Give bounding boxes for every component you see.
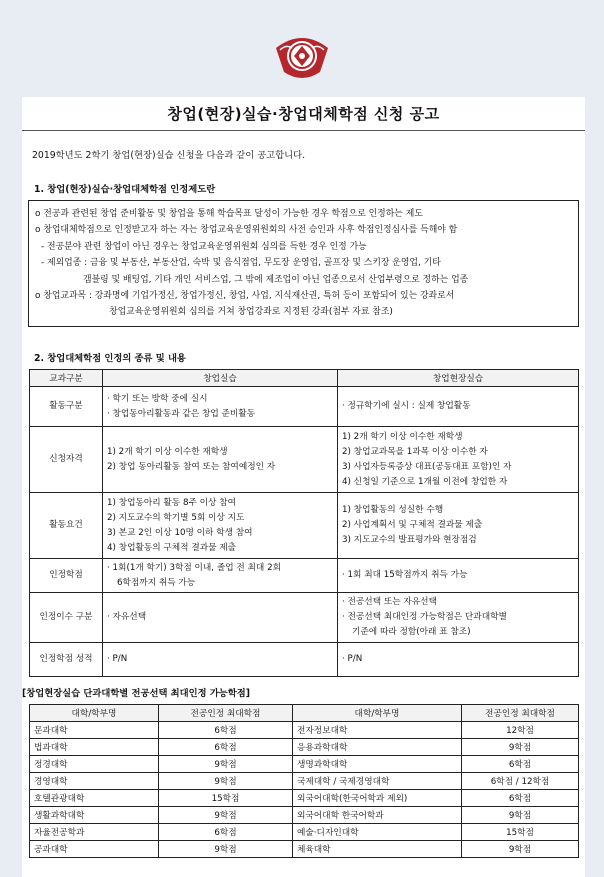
table-row (30, 824, 579, 841)
college-name: 호텔관광대학 (30, 790, 159, 807)
table-cell (103, 427, 338, 493)
title-divider (22, 130, 585, 131)
table-header-row (30, 705, 579, 722)
section1-heading: 1. 창업(현장)실습·창업대체학점 인정제도란 (34, 184, 216, 195)
table-row (30, 790, 579, 807)
intro-text: 2019학년도 2학기 창업(현장)실습 신청을 다음과 같이 공고합니다. (32, 150, 306, 161)
college-name: 경영대학 (30, 773, 159, 790)
table-row (30, 773, 579, 790)
cell-line: 1) 2개 학기 이상 이수한 재학생 (342, 431, 463, 442)
section3-heading: [창업현장실습 단과대학별 전공선택 최대인정 가능학점] (22, 688, 251, 699)
table-row (30, 559, 579, 593)
college-name: 법과대학 (30, 739, 159, 756)
table-row (30, 643, 579, 677)
table-row (30, 427, 579, 493)
credit-types-table (29, 369, 579, 677)
college-name: 체육대학 (293, 841, 462, 858)
table-cell (103, 559, 338, 593)
cell-line: · P/N (107, 654, 128, 664)
max-credits: 6학점 (159, 824, 293, 841)
table-row (30, 593, 579, 643)
cell-line: 기준에 따라 정함(아래 표 참조) (352, 627, 471, 637)
college-name: 전자정보대학 (293, 722, 462, 739)
cell-line: 6학점까지 취득 가능 (117, 577, 196, 588)
table-row (30, 756, 579, 773)
table-row (30, 841, 579, 858)
cell-line: 2) 창업 동아리활동 참여 또는 참여예정인 자 (107, 461, 276, 472)
row-label: 인정학점 (30, 559, 103, 593)
max-credits: 15학점 (159, 790, 293, 807)
cell-line: 2) 지도교수의 학기별 5회 이상 지도 (107, 512, 245, 523)
cell-line: 2) 창업교과목을 1과목 이상 이수한 자 (342, 446, 488, 457)
cell-line: · 1회 최대 15학점까지 취득 가능 (342, 570, 468, 580)
max-credits: 9학점 (462, 841, 579, 858)
college-name: 문과대학 (30, 722, 159, 739)
college-name: 외국어대학 한국어학과 (293, 807, 462, 824)
max-credits: 9학점 (159, 773, 293, 790)
cell-line: · 전공선택 최대인정 가능학점은 단과대학별 (342, 612, 507, 622)
row-label: 신청자격 (30, 427, 103, 493)
table-row (30, 387, 579, 427)
table-cell (338, 593, 579, 643)
table-header: 대학/학부명 (293, 705, 462, 722)
cell-line: 1) 2개 학기 이상 이수한 재학생 (107, 446, 228, 457)
cell-line: · 자유선택 (107, 612, 147, 622)
notice-document (22, 97, 585, 877)
max-credits: 6학점 (159, 739, 293, 756)
max-credits: 6학점 (462, 756, 579, 773)
table-row (30, 807, 579, 824)
cell-line: 4) 창업활동의 구체적 결과물 제출 (107, 542, 237, 553)
cell-line: 1) 창업활동의 성실한 수행 (342, 505, 444, 515)
max-credits: 15학점 (462, 824, 579, 841)
table-header: 대학/학부명 (30, 705, 159, 722)
max-credits: 6학점 / 12학점 (462, 773, 579, 790)
table-cell (103, 493, 338, 559)
table-cell (103, 593, 338, 643)
cell-line: 3) 사업자등록증상 대표(공동대표 포함)인 자 (342, 461, 512, 472)
section1-line: - 전공분야 관련 창업이 아닌 경우는 창업교육운영위원회 심의를 득한 경우 인정 가능 (41, 241, 367, 252)
table-header: 창업실습 (103, 370, 338, 387)
max-credits: 12학점 (462, 722, 579, 739)
college-name: 생활과학대학 (30, 807, 159, 824)
cell-line: 1) 창업동아리 활동 8주 이상 참여 (107, 497, 236, 508)
table-cell (338, 559, 579, 593)
row-label: 활동구분 (30, 387, 103, 427)
college-name: 예술·디자인대학 (293, 824, 462, 841)
section1-line: o 전공과 관련된 창업 준비활동 및 창업을 통해 학습목표 달성이 가능한 경우 학점으로 인정하는 제도 (35, 209, 423, 219)
cell-line: · 정규학기에 실시 : 실제 창업활동 (342, 401, 471, 411)
max-credits: 9학점 (462, 739, 579, 756)
table-header: 교과구분 (30, 370, 103, 387)
section1-line: 창업교육운영위원회 심의를 거쳐 창업강좌로 지정된 강좌(첨부 자료 참조) (109, 307, 393, 318)
row-label: 인정이수 구분 (30, 593, 103, 643)
table-cell (103, 387, 338, 427)
table-row (30, 493, 579, 559)
table-header-row (30, 370, 579, 387)
college-name: 응용과학대학 (293, 739, 462, 756)
max-credits: 9학점 (159, 807, 293, 824)
cell-line: 4) 신청일 기준으로 1개월 이전에 창업한 자 (342, 476, 508, 487)
table-cell (338, 643, 579, 677)
row-label: 인정학점 성적 (30, 643, 103, 677)
section1-line: o 창업교과목 : 강좌명에 기업가정신, 창업가정신, 창업, 사업, 지식재산권, 특허 등이 포함되어 있는 강좌로서 (35, 291, 455, 302)
table-cell (338, 493, 579, 559)
table-row (30, 722, 579, 739)
college-name: 생명과학대학 (293, 756, 462, 773)
table-row (30, 739, 579, 756)
university-emblem-icon (272, 26, 332, 86)
section1-line: 갬블링 및 배팅업, 기타 개인 서비스업, 그 밖에 제조업이 아닌 업종으로서 산업부령으로 정하는 업종 (83, 274, 469, 285)
max-credits: 9학점 (159, 756, 293, 773)
cell-line: 3) 지도교수의 발표평가와 현장점검 (342, 535, 477, 545)
table-header: 전공인정 최대학점 (462, 705, 579, 722)
cell-line: 2) 사업계획서 및 구체적 결과물 제출 (342, 520, 483, 530)
cell-line: · 창업동아리활동과 같은 창업 준비활동 (107, 408, 256, 419)
max-credits: 6학점 (462, 790, 579, 807)
cell-line: · 학기 또는 방학 중에 실시 (107, 393, 208, 404)
section1-line: o 창업대체학점으로 인정받고자 하는 자는 창업교육운영위원회의 사전 승인과 사후 학점인정심사를 득해야 함 (35, 225, 458, 236)
cell-line: · 전공선택 또는 자유선택 (342, 597, 437, 607)
college-name: 국제대학 / 국제경영대학 (293, 773, 462, 790)
max-credits-table (29, 704, 579, 858)
document-title: 창업(현장)실습·창업대체학점 신청 공고 (167, 105, 440, 123)
row-label: 활동요건 (30, 493, 103, 559)
section1-box (28, 200, 579, 327)
table-header: 전공인정 최대학점 (159, 705, 293, 722)
college-name: 정경대학 (30, 756, 159, 773)
table-cell (103, 643, 338, 677)
max-credits: 9학점 (462, 807, 579, 824)
section2-heading: 2. 창업대체학점 인정의 종류 및 내용 (34, 353, 186, 364)
section1-line: - 제외업종 : 금융 및 부동산, 부동산업, 숙박 및 음식점업, 무도장 운영업, 골프장 및 스키장 운영업, 기타 (41, 258, 441, 269)
cell-line: 3) 본교 2인 이상 10명 이하 학생 참여 (107, 527, 253, 538)
max-credits: 6학점 (159, 722, 293, 739)
table-cell (338, 387, 579, 427)
college-name: 자율전공학과 (30, 824, 159, 841)
table-header: 창업현장실습 (338, 370, 579, 387)
cell-line: · P/N (342, 654, 363, 664)
college-name: 외국어대학(한국어학과 제외) (293, 790, 462, 807)
table-cell (338, 427, 579, 493)
college-name: 공과대학 (30, 841, 159, 858)
cell-line: · 1회(1개 학기) 3학점 이내, 졸업 전 최대 2회 (107, 562, 281, 573)
max-credits: 9학점 (159, 841, 293, 858)
